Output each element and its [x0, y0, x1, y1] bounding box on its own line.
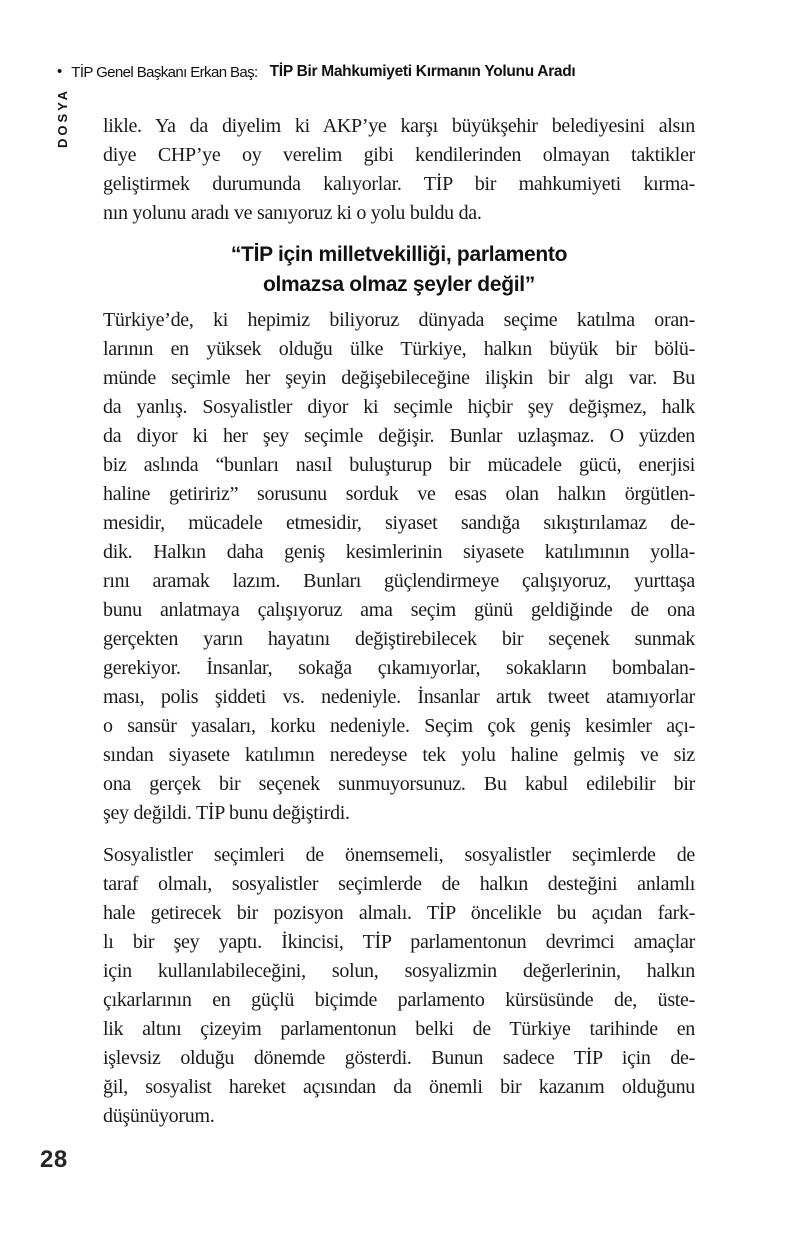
text-line: dik. Halkın daha geniş kesimlerinin siyasete katılımının yolla-	[103, 541, 695, 563]
header-article-title: TİP Bir Mahkumiyeti Kırmanın Yolunu Aradı	[269, 63, 576, 80]
text-line: lı bir şey yaptı. İkincisi, TİP parlamentonun devrimci amaçlar	[103, 931, 695, 953]
bullet-icon: •	[57, 62, 63, 80]
text-line: hale getirecek bir pozisyon almalı. TİP öncelikle bu açıdan fark-	[103, 902, 695, 924]
text-line: ması, polis şiddeti vs. nedeniyle. İnsanlar artık tweet atamıyorlar	[103, 686, 695, 708]
text-line: “TİP için milletvekilliği, parlamento	[230, 243, 568, 266]
text-line: bunu anlatmaya çalışıyoruz ama seçim günü geldiğinde de ona	[103, 599, 695, 621]
subheading	[103, 240, 695, 300]
text-line: larının en yüksek olduğu ülke Türkiye, halkın büyük bir bölü-	[103, 338, 695, 360]
text-line: Türkiye’de, ki hepimiz biliyoruz dünyada seçime katılma oran-	[103, 309, 695, 331]
text-line: rını aramak lazım. Bunları güçlendirmeye çalışıyoruz, yurttaşa	[103, 570, 695, 592]
text-line: diye CHP’ye oy verelim gibi kendilerinden olmayan taktikler	[103, 144, 695, 166]
text-line: ona gerçek bir seçenek sunmuyorsunuz. Bu kabul edilebilir bir	[103, 773, 695, 795]
text-line: mesidir, mücadele etmesidir, siyaset sandığa sıkıştırılamaz de-	[103, 512, 695, 534]
section-label-dosya: DOSYA	[55, 88, 70, 149]
text-line: taraf olmalı, sosyalistler seçimlerde de halkın desteğini anlamlı	[103, 873, 695, 895]
text-line: o sansür yasaları, korku nedeniyle. Seçim çok geniş kesimler açı-	[103, 715, 695, 737]
text-line: sından siyasete katılımın neredeyse tek yolu haline gelmiş ve siz	[103, 744, 695, 766]
text-line: biz aslında “bunları nasıl buluşturup bir mücadele gücü, enerjisi	[103, 454, 695, 476]
text-line: da yanlış. Sosyalistler diyor ki seçimle hiçbir şey değişmez, halk	[103, 396, 695, 418]
page-number: 28	[40, 1146, 68, 1173]
text-line: münde seçimle her şeyin değişebileceğine ilişkin bir algı var. Bu	[103, 367, 695, 389]
paragraph	[103, 306, 695, 828]
text-line: işlevsiz olduğu dönemde gösterdi. Bunun sadece TİP için de-	[103, 1047, 695, 1069]
text-line: için kullanılabileceğini, solun, sosyalizmin değerlerinin, halkın	[103, 960, 695, 982]
text-line: olmazsa olmaz şeyler değil”	[262, 273, 536, 296]
paragraph	[103, 841, 695, 1131]
header-kicker: TİP Genel Başkanı Erkan Baş:	[71, 63, 258, 81]
text-line: nın yolunu aradı ve sanıyoruz ki o yolu buldu da.	[103, 202, 482, 224]
text-line: düşünüyorum.	[103, 1105, 215, 1127]
text-line: da diyor ki her şey seçimle değişir. Bunlar uzlaşmaz. O yüzden	[103, 425, 695, 447]
running-header	[57, 63, 575, 81]
text-line: geliştirmek durumunda kalıyorlar. TİP bir mahkumiyeti kırma-	[103, 173, 695, 195]
text-line: ğil, sosyalist hareket açısından da önemli bir kazanım olduğunu	[103, 1076, 695, 1098]
text-line: lik altını çizeyim parlamentonun belki de Türkiye tarihinde en	[103, 1018, 695, 1040]
article-body	[103, 112, 695, 1131]
text-line: gerçekten yarın hayatını değiştirebilecek bir seçenek sunmak	[103, 628, 695, 650]
text-line: likle. Ya da diyelim ki AKP’ye karşı büyükşehir belediyesini alsın	[103, 115, 695, 137]
text-line: Sosyalistler seçimleri de önemsemeli, sosyalistler seçimlerde de	[103, 844, 695, 866]
text-line: şey değildi. TİP bunu değiştirdi.	[103, 802, 350, 824]
paragraph	[103, 112, 695, 228]
text-line: gerekiyor. İnsanlar, sokağa çıkamıyorlar, sokakların bombalan-	[103, 657, 695, 679]
text-line: çıkarlarının en güçlü biçimde parlamento kürsüsünde de, üste-	[103, 989, 695, 1011]
text-line: haline getiririz” sorusunu sorduk ve esas olan halkın örgütlen-	[103, 483, 695, 505]
